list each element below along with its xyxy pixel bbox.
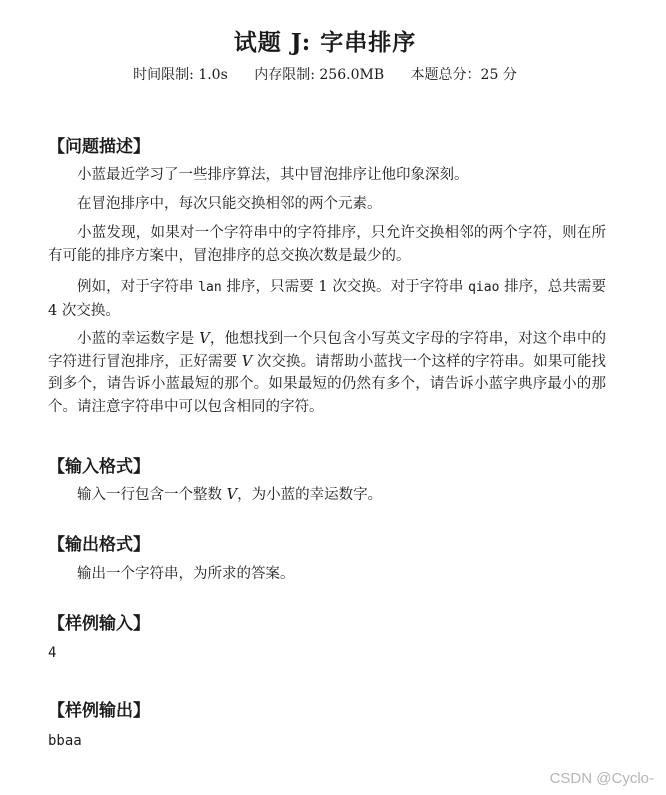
problem-title: 试题 J: 字串排序 bbox=[233, 29, 417, 56]
p5-text-b: ，他想找到一个只包含小写英文字母的字符串，对这个串中的字符进行冒泡排序，正好需要 bbox=[48, 331, 607, 370]
time-limit: 时间限制: 1.0s bbox=[133, 67, 228, 83]
problem-paragraph-2: 在冒泡排序中，每次只能交换相邻的两个元素。 bbox=[77, 196, 382, 212]
p4-text-a: 例如，对于字符串 bbox=[77, 279, 199, 295]
input-text-b: ，为小蓝的幸运数字。 bbox=[237, 487, 383, 503]
problem-paragraph-4 bbox=[48, 276, 606, 322]
sample-input-value: 4 bbox=[48, 645, 57, 661]
code-lan: lan bbox=[198, 280, 222, 295]
p4-text-c: 排序，总共需要 4 次交换。 bbox=[48, 279, 606, 319]
p4-text-b: 排序，只需要 1 次交换。对于字符串 bbox=[221, 279, 469, 295]
problem-description-heading: 【问题描述】 bbox=[48, 137, 150, 157]
input-format-text bbox=[48, 484, 606, 507]
p5-text-a: 小蓝的幸运数字是 bbox=[77, 331, 200, 347]
input-format-heading: 【输入格式】 bbox=[48, 457, 150, 477]
output-format-text: 输出一个字符串，为所求的答案。 bbox=[77, 566, 295, 582]
code-qiao: qiao bbox=[468, 280, 500, 295]
output-format-heading: 【输出格式】 bbox=[48, 535, 150, 555]
input-text-a: 输入一行包含一个整数 bbox=[77, 487, 227, 503]
variable-v: V bbox=[241, 353, 253, 370]
problem-meta bbox=[0, 64, 650, 84]
p5-text-c: 次交换。请帮助小蓝找一个这样的字符串。如果可能找到多个，请告诉小蓝最短的那个。如果最短的仍然有多个，请告诉小蓝字典序最小的那个。请注意字符串中可以包含相同的字符。 bbox=[48, 353, 607, 415]
problem-paragraph-1: 小蓝最近学习了一些排序算法，其中冒泡排序让他印象深刻。 bbox=[77, 167, 469, 183]
variable-v: V bbox=[226, 487, 238, 503]
total-score: 本题总分：25 分 bbox=[410, 67, 517, 83]
sample-output-value: bbaa bbox=[48, 733, 82, 749]
memory-limit: 内存限制: 256.0MB bbox=[254, 67, 385, 83]
csdn-watermark: CSDN @Cyclo- bbox=[549, 770, 654, 787]
sample-output-heading: 【样例输出】 bbox=[48, 701, 150, 721]
sample-input-heading: 【样例输入】 bbox=[48, 614, 150, 634]
problem-paragraph-5 bbox=[48, 328, 606, 418]
problem-paragraph-3: 小蓝发现，如果对一个字符串中的字符排序，只允许交换相邻的两个字符，则在所有可能的排序方案中，冒泡排序的总交换次数是最少的。 bbox=[48, 225, 606, 264]
variable-v: V bbox=[199, 331, 210, 347]
